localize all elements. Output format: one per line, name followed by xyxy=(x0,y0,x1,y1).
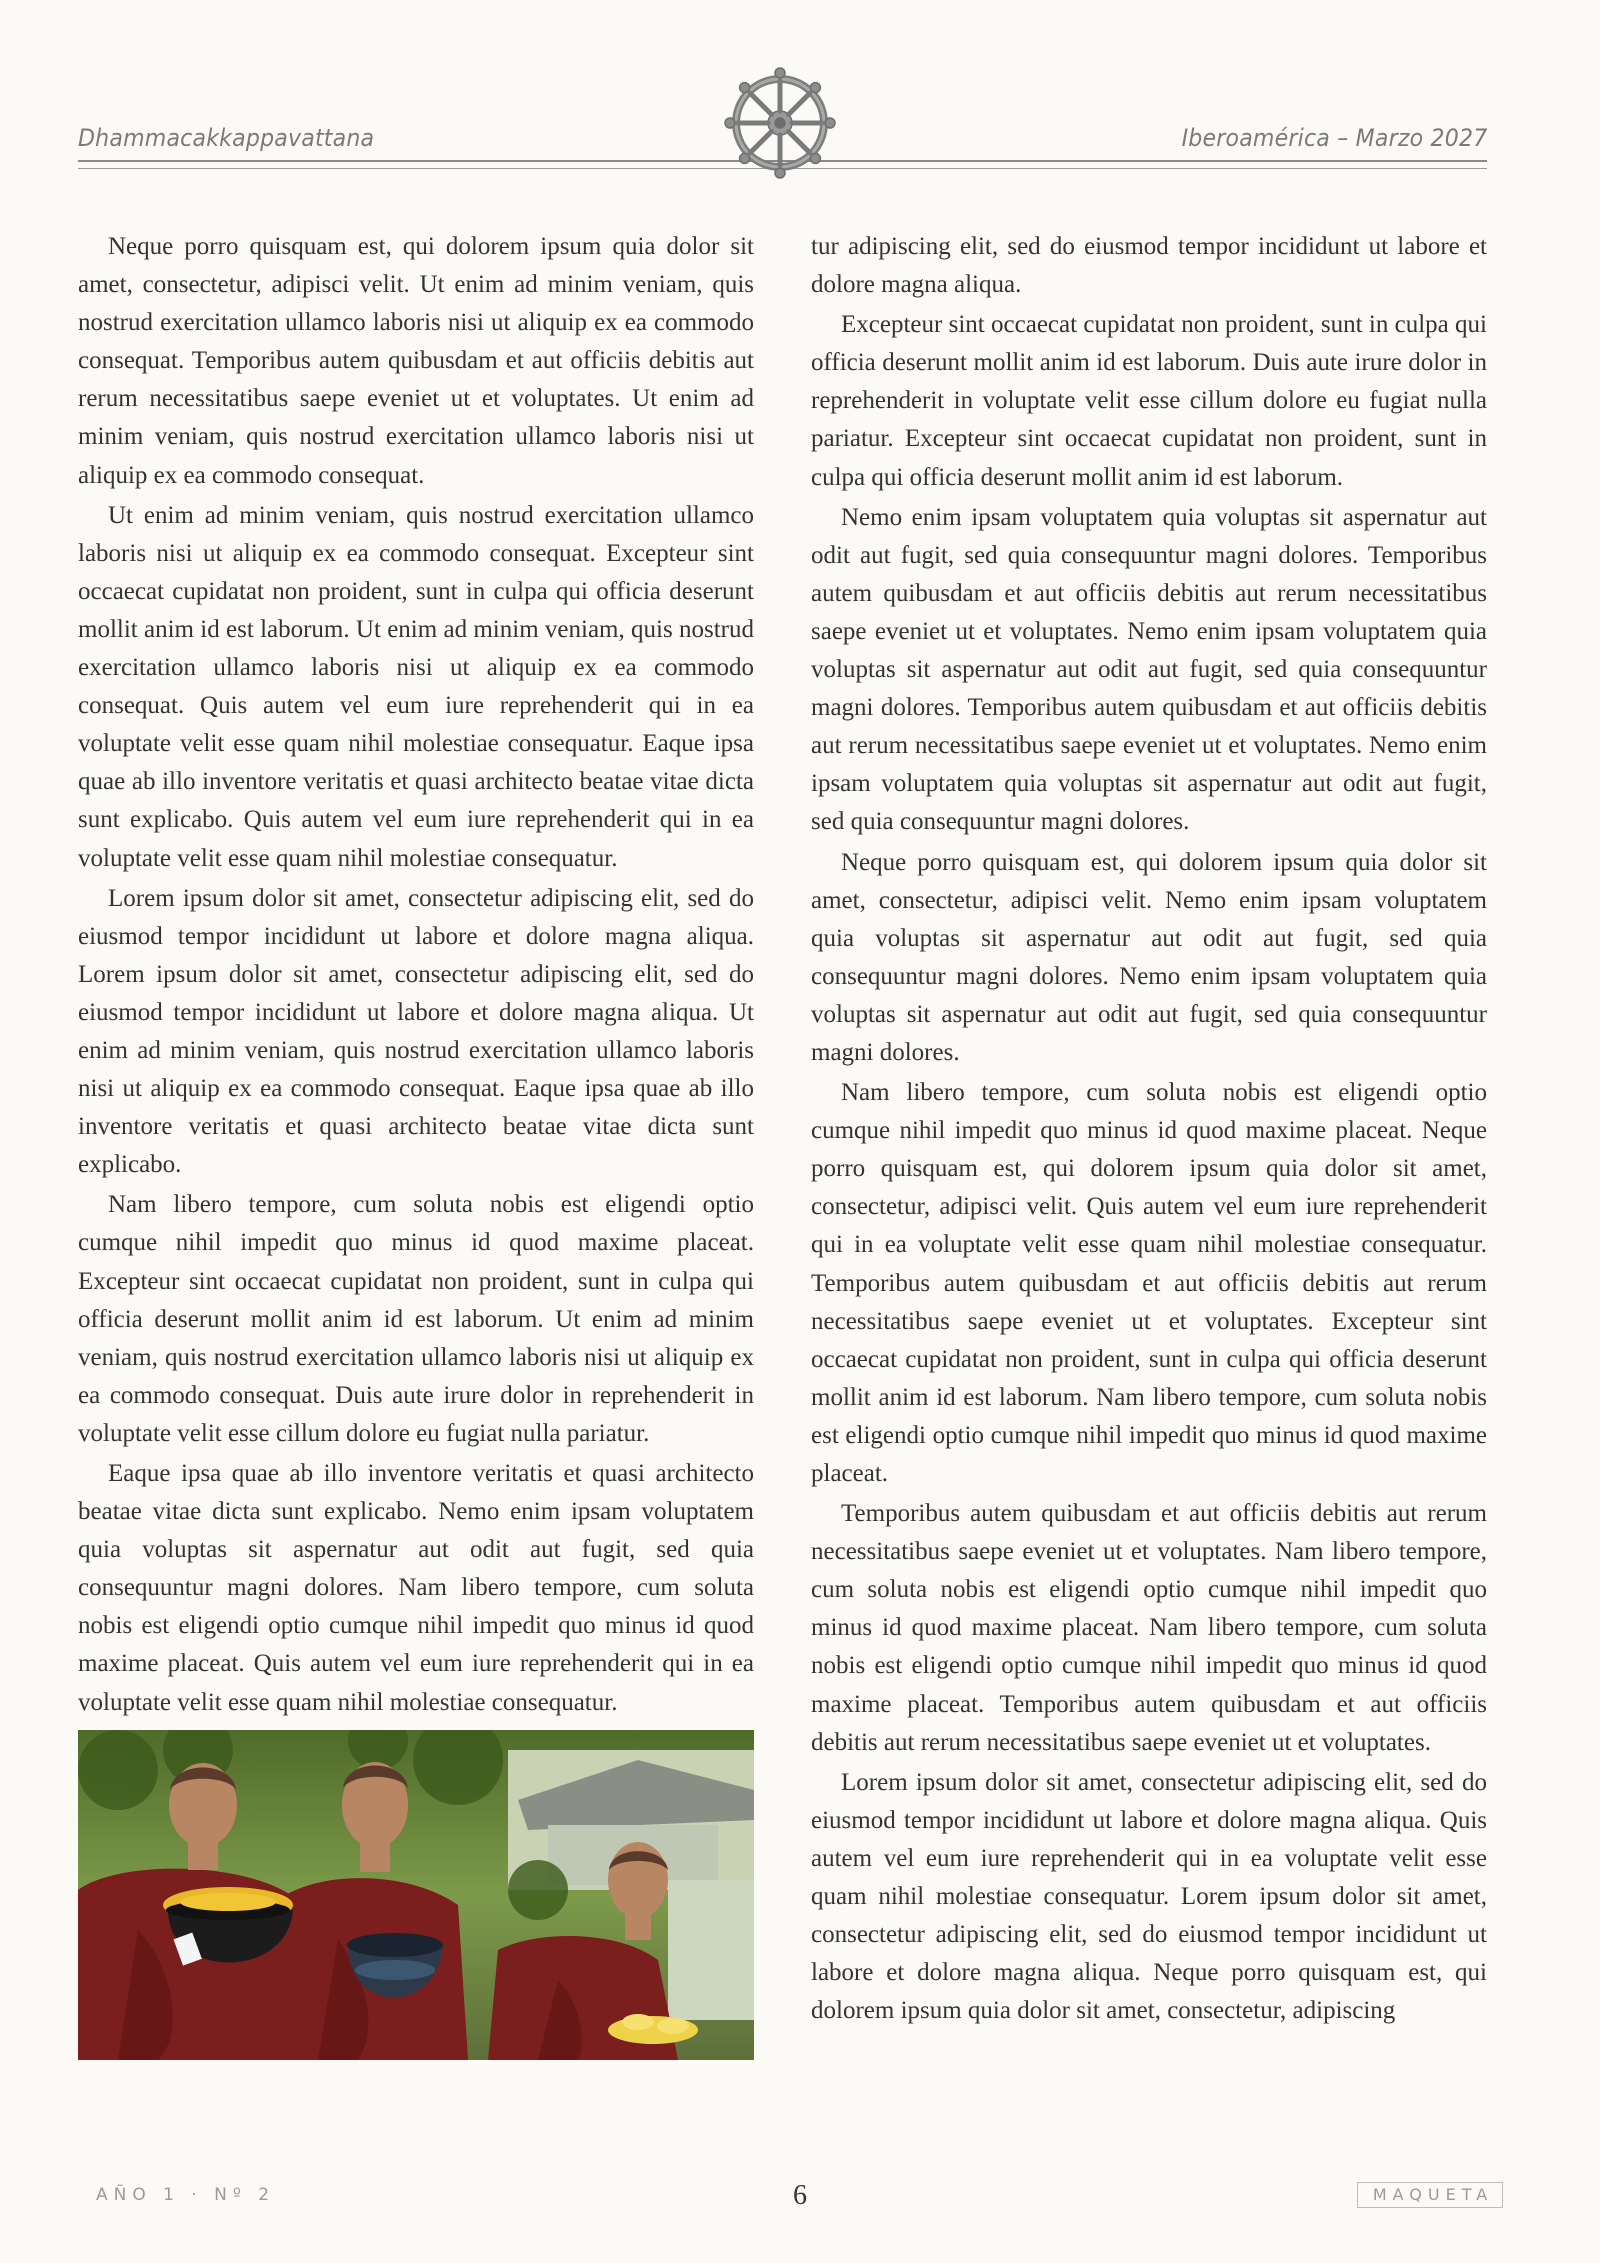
right-column xyxy=(811,228,1487,2132)
monks-photo xyxy=(78,1730,754,2060)
left-column xyxy=(78,228,754,2132)
paragraph: Nam libero tempore, cum soluta nobis est eligendi optio cumque nihil impedit quo minus id quod maxime placeat. Excepteur sint occaecat cupidatat non proident, sunt in culpa qui officia deserunt mollit anim id est laborum. Ut enim ad minim veniam, quis nostrud exercitation ullamco laboris nisi ut aliquip ex ea commodo consequat. Duis aute irure dolor in reprehenderit in voluptate velit esse cillum dolore eu fugiat nulla pariatur. xyxy=(78,1191,754,1447)
page-number: 6 xyxy=(793,2180,807,2211)
paragraph: Neque porro quisquam est, qui dolorem ipsum quia dolor sit amet, consectetur, adipisci velit. Nemo enim ipsam voluptatem quia voluptas sit aspernatur aut odit aut fugit, sed quia consequuntur magni dolores. Nemo enim ipsam voluptatem quia voluptas sit aspernatur aut odit aut fugit, sed quia consequuntur magni dolores. xyxy=(811,848,1487,1066)
paragraph: Eaque ipsa quae ab illo inventore veritatis et quasi architecto beatae vitae dicta sunt explicabo. Nemo enim ipsam voluptatem quia voluptas sit aspernatur aut odit aut fugit, sed quia consequuntur magni dolores. Nam libero tempore, cum soluta nobis est eligendi optio cumque nihil impedit quo minus id quod maxime placeat. Quis autem vel eum iure reprehenderit qui in ea voluptate velit esse quam nihil molestiae consequatur. xyxy=(78,1460,754,1716)
paragraph: Temporibus autem quibusdam et aut officiis debitis aut rerum necessitatibus saepe eveniet ut et voluptates. Nam libero tempore, cum soluta nobis est eligendi optio cumque nihil impedit quo minus id quod maxime placeat. Nam libero tempore, cum soluta nobis est eligendi optio cumque nihil impedit quo minus id quod maxime placeat. Temporibus autem quibusdam et aut officiis debitis aut rerum necessitatibus saepe eveniet ut et voluptates. xyxy=(811,1500,1487,1756)
paragraph: Nam libero tempore, cum soluta nobis est eligendi optio cumque nihil impedit quo minus id quod maxime placeat. Neque porro quisquam est, qui dolorem ipsum quia dolor sit amet, consectetur, adipisci velit. Quis autem vel eum iure reprehenderit qui in ea voluptate velit esse quam nihil molestiae consequatur. Temporibus autem quibusdam et aut officiis debitis aut rerum necessitatibus saepe eveniet ut et voluptates. Excepteur sint occaecat cupidatat non proident, sunt in culpa qui officia deserunt mollit anim id est laborum. Nam libero tempore, cum soluta nobis est eligendi optio cumque nihil impedit quo minus id quod maxime placeat. xyxy=(811,1079,1487,1487)
paragraph: Ut enim ad minim veniam, quis nostrud exercitation ullamco laboris nisi ut aliquip ex ea commodo consequat. Excepteur sint occaecat cupidatat non proident, sunt in culpa qui officia deserunt mollit anim id est laborum. Ut enim ad minim veniam, quis nostrud exercitation ullamco laboris nisi ut aliquip ex ea commodo consequat. Quis autem vel eum iure reprehenderit qui in ea voluptate velit esse quam nihil molestiae consequatur. Eaque ipsa quae ab illo inventore veritatis et quasi architecto beatae vitae dicta sunt explicabo. Quis autem vel eum iure reprehenderit qui in ea voluptate velit esse quam nihil molestiae consequatur. xyxy=(78,501,754,872)
paragraph: tur adipiscing elit, sed do eiusmod tempor incididunt ut labore et dolore magna aliqua. xyxy=(811,233,1487,299)
issue-date: Iberoamérica – Marzo 2027 xyxy=(1181,124,1487,152)
paragraph: Lorem ipsum dolor sit amet, consectetur adipiscing elit, sed do eiusmod tempor incididunt ut labore et dolore magna aliqua. Quis autem vel eum iure reprehenderit qui in ea voluptate velit esse quam nihil molestiae consequatur. Lorem ipsum dolor sit amet, consectetur adipiscing elit, sed do eiusmod tempor incididunt ut labore et dolore magna aliqua. Neque porro quisquam est, qui dolorem ipsum quia dolor sit amet, consectetur, adipiscing xyxy=(811,1768,1487,2025)
draft-badge: MAQUETA xyxy=(1357,2182,1503,2208)
page-header xyxy=(78,60,1487,180)
paragraph: Neque porro quisquam est, qui dolorem ipsum quia dolor sit amet, consectetur, adipisci velit. Ut enim ad minim veniam, quis nostrud exercitation ullamco laboris nisi ut aliquip ex ea commodo consequat. Temporibus autem quibusdam et aut officiis debitis aut rerum necessitatibus saepe eveniet ut et voluptates. Ut enim ad minim veniam, quis nostrud exercitation ullamco laboris nisi ut aliquip ex ea commodo consequat. xyxy=(78,233,754,489)
paragraph: Excepteur sint occaecat cupidatat non proident, sunt in culpa qui officia deserunt mollit anim id est laborum. Duis aute irure dolor in reprehenderit in voluptate velit esse cillum dolore eu fugiat nulla pariatur. Excepteur sint occaecat cupidatat non proident, sunt in culpa qui officia deserunt mollit anim id est laborum. xyxy=(811,311,1487,491)
issue-label: AÑO 1 · Nº 2 xyxy=(96,2185,276,2205)
paragraph: Nemo enim ipsam voluptatem quia voluptas sit aspernatur aut odit aut fugit, sed quia consequuntur magni dolores. Temporibus autem quibusdam et aut officiis debitis aut rerum necessitatibus saepe eveniet ut et voluptates. Nemo enim ipsam voluptatem quia voluptas sit aspernatur aut odit aut fugit, sed quia consequuntur magni dolores. Temporibus autem quibusdam et aut officiis debitis aut rerum necessitatibus saepe eveniet ut et voluptates. Nemo enim ipsam voluptatem quia voluptas sit aspernatur aut odit aut fugit, sed quia consequuntur magni dolores. xyxy=(811,503,1487,836)
paragraph: Lorem ipsum dolor sit amet, consectetur adipiscing elit, sed do eiusmod tempor incididunt ut labore et dolore magna aliqua. Lorem ipsum dolor sit amet, consectetur adipiscing elit, sed do eiusmod tempor incididunt ut labore et dolore magna aliqua. Ut enim ad minim veniam, quis nostrud exercitation ullamco laboris nisi ut aliquip ex ea commodo consequat. Eaque ipsa quae ab illo inventore veritatis et quasi architecto beatae vitae dicta sunt explicabo. xyxy=(78,884,754,1179)
dharma-wheel-icon xyxy=(722,65,838,181)
publication-title: Dhammacakkappavattana xyxy=(78,124,375,152)
